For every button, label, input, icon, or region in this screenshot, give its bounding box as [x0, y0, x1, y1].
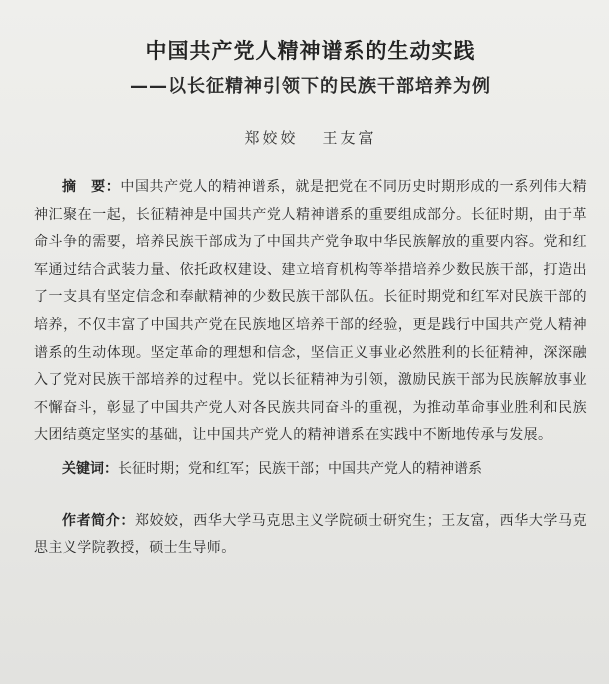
keywords-line [34, 458, 587, 480]
author-name: 郑姣姣 [244, 129, 299, 147]
abstract-label: 摘 要： [62, 179, 121, 195]
keyword: 长征时期 [118, 460, 174, 477]
abstract-paragraph [34, 174, 587, 450]
keyword: ； 中国共产党人的精神谱系 [314, 461, 482, 477]
paper-subtitle: ——以长征精神引领下的民族干部培养为例 [130, 76, 491, 97]
keyword: ； 民族干部 [244, 461, 314, 477]
author-bio-text: 郑姣姣，西华大学马克思主义学院硕士研究生；王友富，西华大学马克思主义学院教授，硕士生导师。 [34, 512, 588, 556]
paper-title: 中国共产党人精神谱系的生动实践 [145, 39, 476, 63]
author-bio-label: 作者简介： [62, 512, 135, 529]
keyword: ； 党和红军 [174, 461, 244, 477]
author-line [34, 128, 587, 148]
abstract-text: 中国共产党人的精神谱系，就是把党在不同历史时期形成的一系列伟大精神汇聚在一起，长征精神是中国共产党人精神谱系的重要组成部分。长征时期，由于革命斗争的需要，培养民族干部成为了中国共产党争取中华民族解放的重要内容。党和红军通过结合武装力量、依托政权建设、建立培育机构等举措培养少数民族干部，打造出了一支具有坚定信念和奉献精神的少数民族干部队伍。长征时期党和红军对民族干部的培养，不仅丰富了中国共产党在民族地区培养干部的经验，更是践行中国共产党人精神谱系的生动体现。坚定革命的理想和信念，坚信正义事业必然胜利的长征精神，深深融入了党对民族干部培养的过程中。党以长征精神为引领，激励民族干部为民族解放事业不懈奋斗，彰显了中国共产党人对各民族共同奋斗的重视，为推动革命事业胜利和民族大团结奠定坚实的基础，让中国共产党人的精神谱系在实践中不断地传承与发展。 [34, 179, 587, 444]
author-name: 王友富 [322, 129, 377, 147]
keywords-label: 关键词： [62, 460, 118, 477]
author-bio-paragraph [34, 508, 587, 562]
